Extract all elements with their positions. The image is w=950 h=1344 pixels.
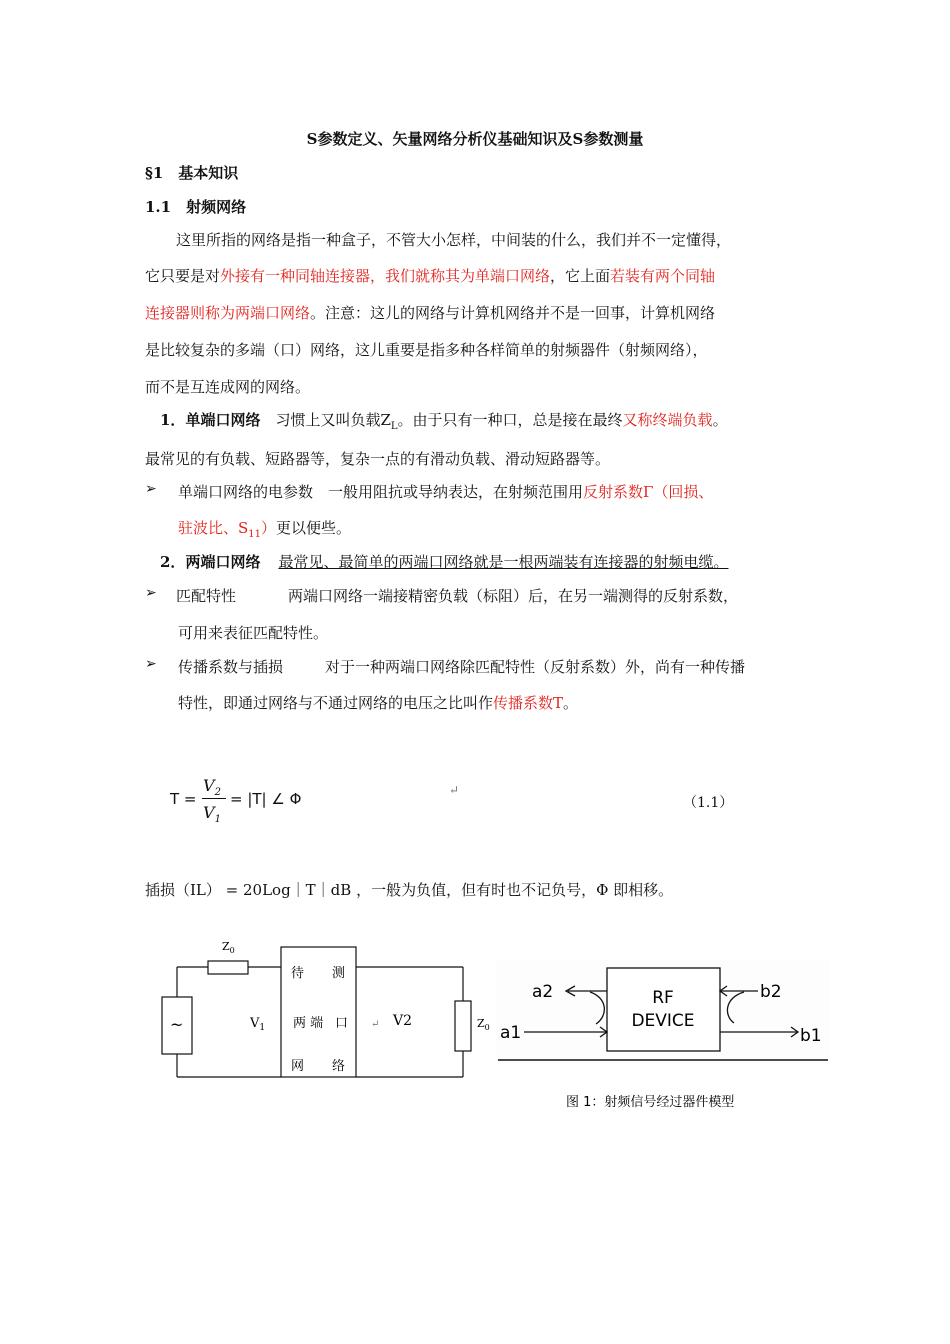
text-span: 它只要是对 [145, 267, 221, 285]
text-span: 单端口网络的电参数 一般用阻抗或导纳表达，在射频范围用 [178, 483, 584, 501]
para-line [145, 302, 715, 323]
bullet-arrow-icon: ➢ [145, 481, 157, 497]
highlight-span: 若装有两个同轴 [610, 267, 716, 285]
subscript: 1 [214, 814, 221, 826]
item-line: 最常见的有负载、短路器等，复杂一点的有滑动负载、滑动短路器等。 [145, 450, 611, 468]
equation-numerator [203, 776, 221, 798]
equation-denominator [203, 803, 221, 825]
text-span: 。注意：这儿的网络与计算机网络并不是一回事，计算机网络 [310, 304, 716, 322]
box-text: 测 [332, 966, 346, 981]
text-span: 习惯上又叫负载Z [260, 411, 391, 429]
item-single-port [160, 409, 728, 432]
highlight-span: 连接器则称为两端口网络 [145, 304, 311, 322]
a1-label: a1 [500, 1023, 522, 1043]
para-line: 这里所指的网络是指一种盒子，不管大小怎样，中间装的什么，我们并不一定懂得， [176, 231, 732, 249]
fraction-bar [202, 798, 226, 799]
para-line [145, 265, 715, 286]
box-text: 待 [291, 966, 305, 981]
z0-right-label: $Z_0$ [477, 1017, 490, 1032]
highlight-span: ） [261, 519, 277, 537]
rf-box-label: RF [652, 988, 674, 1008]
equation-rhs: = |T| ∠ Φ [230, 790, 302, 808]
text-span: ，它上面 [550, 267, 611, 285]
box-text: 网 [291, 1059, 305, 1074]
bullet-line [178, 517, 351, 540]
text-span: 。 [712, 411, 728, 429]
item-two-port [160, 551, 728, 572]
rf-device-diagram [496, 960, 830, 1120]
highlight-span: 又称终端负载 [622, 411, 713, 429]
bullet-line [178, 481, 713, 502]
document-title: S参数定义、矢量网络分析仪基础知识及S参数测量 [306, 130, 644, 148]
text-span: 。 [563, 694, 579, 712]
ac-source-icon: ~ [170, 1015, 184, 1034]
b1-label: b1 [800, 1026, 822, 1046]
text-span: 特性，即通过网络与不通过网络的电压之比叫作 [178, 694, 494, 712]
return-mark: ↵ [371, 1019, 380, 1030]
two-port-circuit-diagram [150, 935, 500, 1085]
box-text: 口 [335, 1016, 349, 1031]
v2-label: V2 [393, 1013, 413, 1029]
highlight-span: 驻波比、S [178, 519, 249, 537]
para-line: 是比较复杂的多端（口）网络，这儿重要是指多种各样简单的射频器件（射频网络）， [145, 341, 708, 359]
underlined-text: 最常见、最简单的两端口网络就是一根两端装有连接器的射频电缆。 [278, 553, 729, 571]
para-line: 而不是互连成网的网络。 [145, 378, 311, 396]
highlight-span: 反射系数Γ（回损、 [583, 483, 714, 501]
return-mark: ↵ [449, 783, 460, 797]
text-span: 。由于只有一种口，总是接在最终 [397, 411, 623, 429]
bullet-arrow-icon: ➢ [145, 585, 157, 601]
item-number: 1． [160, 411, 186, 429]
item-heading: 两端口网络 [185, 553, 261, 571]
a2-label: a2 [532, 982, 554, 1002]
highlight-span: 外接有一种同轴连接器，我们就称其为单端口网络 [220, 267, 551, 285]
v1-label: $V_1$ [250, 1016, 266, 1033]
variable: V [203, 803, 215, 822]
equation-number: （1.1） [683, 795, 734, 811]
bullet-text: 两端口网络一端接精密负载（标阻）后，在另一端测得的反射系数， [288, 587, 739, 605]
bullet-label: 传播系数与插损 [178, 658, 284, 676]
equation-lhs: T = [170, 790, 197, 808]
bullet-line: 可用来表征匹配特性。 [178, 624, 329, 642]
subsection-heading: 1.1 射频网络 [145, 198, 247, 216]
section-heading: §1 基本知识 [145, 164, 239, 182]
box-text: 两 端 [293, 1016, 324, 1031]
subscript: 11 [248, 529, 262, 540]
subscript: L [390, 421, 398, 432]
bullet-arrow-icon: ➢ [145, 656, 157, 672]
bullet-text: 对于一种两端口网络除匹配特性（反射系数）外，尚有一种传播 [325, 658, 746, 676]
rf-box-label: DEVICE [631, 1011, 695, 1031]
text-span: 更以便些。 [276, 519, 352, 537]
bullet-line [178, 692, 578, 713]
variable: V [203, 776, 215, 795]
box-text: 络 [332, 1059, 346, 1074]
z0-top-label: $Z_0$ [222, 940, 235, 955]
item-number: 2． [160, 553, 186, 571]
subscript: 2 [214, 787, 221, 799]
b2-label: b2 [760, 982, 782, 1002]
item-heading: 单端口网络 [185, 411, 261, 429]
highlight-span: 传播系数T [493, 694, 564, 712]
bullet-label: 匹配特性 [176, 587, 237, 605]
insertion-loss-line: 插损（IL） = 20Log｜T｜dB ，一般为负值，但有时也不记负号，Φ 即相移。 [145, 881, 674, 899]
figure-caption: 图 1：射频信号经过器件模型 [566, 1095, 735, 1110]
